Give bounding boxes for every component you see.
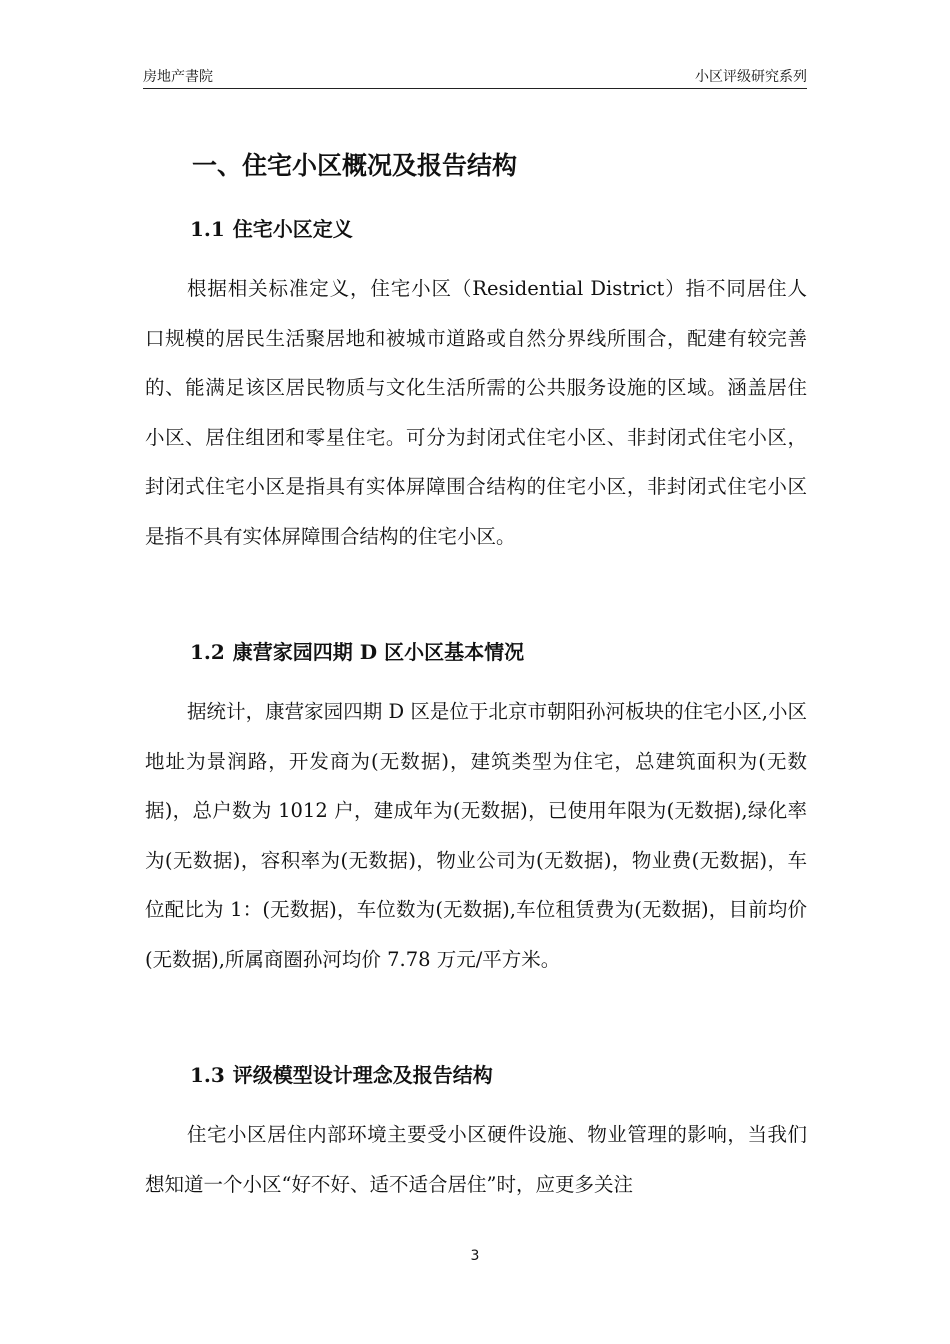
- page-header: [143, 66, 807, 89]
- section-body-1-3: 住宅小区居住内部环境主要受小区硬件设施、物业管理的影响，当我们想知道一个小区“好不好、适不适合居住”时，应更多关注: [145, 1123, 807, 1196]
- section-heading-1-3: [190, 1059, 493, 1088]
- header-right-text: 小区评级研究系列: [695, 69, 807, 85]
- chapter-title: 一、住宅小区概况及报告结构: [192, 151, 518, 180]
- section-number: 1.2: [190, 640, 225, 664]
- section-title: 康营家园四期 D 区小区基本情况: [232, 640, 525, 664]
- section-heading-1-1: [190, 213, 353, 242]
- section-number: 1.1: [190, 217, 225, 241]
- page-number: 3: [470, 1248, 480, 1264]
- section-title: 评级模型设计理念及报告结构: [232, 1063, 493, 1087]
- section-heading-1-2: [190, 636, 524, 665]
- section-number: 1.3: [190, 1063, 225, 1087]
- header-left-text: 房地产書院: [143, 69, 213, 85]
- section-body-1-1: 根据相关标准定义，住宅小区（Residential District）指不同居住人口规模的居民生活聚居地和被城市道路或自然分界线所围合，配建有较完善的、能满足该区居民物质与文化生活所需的公共服务设施的区域。涵盖居住小区、居住组团和零星住宅。可分为封闭式住宅小区、非封闭式住宅小区，封闭式住宅小区是指具有实体屏障围合结构的住宅小区，非封闭式住宅小区是指不具有实体屏障围合结构的住宅小区。: [145, 277, 807, 548]
- section-title: 住宅小区定义: [232, 217, 353, 241]
- section-body-1-2: 据统计，康营家园四期 D 区是位于北京市朝阳孙河板块的住宅小区,小区地址为景润路，开发商为(无数据)，建筑类型为住宅，总建筑面积为(无数据)，总户数为 1012 户，建成年为(无数据)，已使用年限为(无数据),绿化率为(无数据)，容积率为(无数据)，物业公司为(无数据)，物业费(无数据)，车位配比为 1：(无数据)，车位数为(无数据),车位租赁费为(无数据)，目前均价(无数据),所属商圈孙河均价 7.78 万元/平方米。: [145, 700, 807, 971]
